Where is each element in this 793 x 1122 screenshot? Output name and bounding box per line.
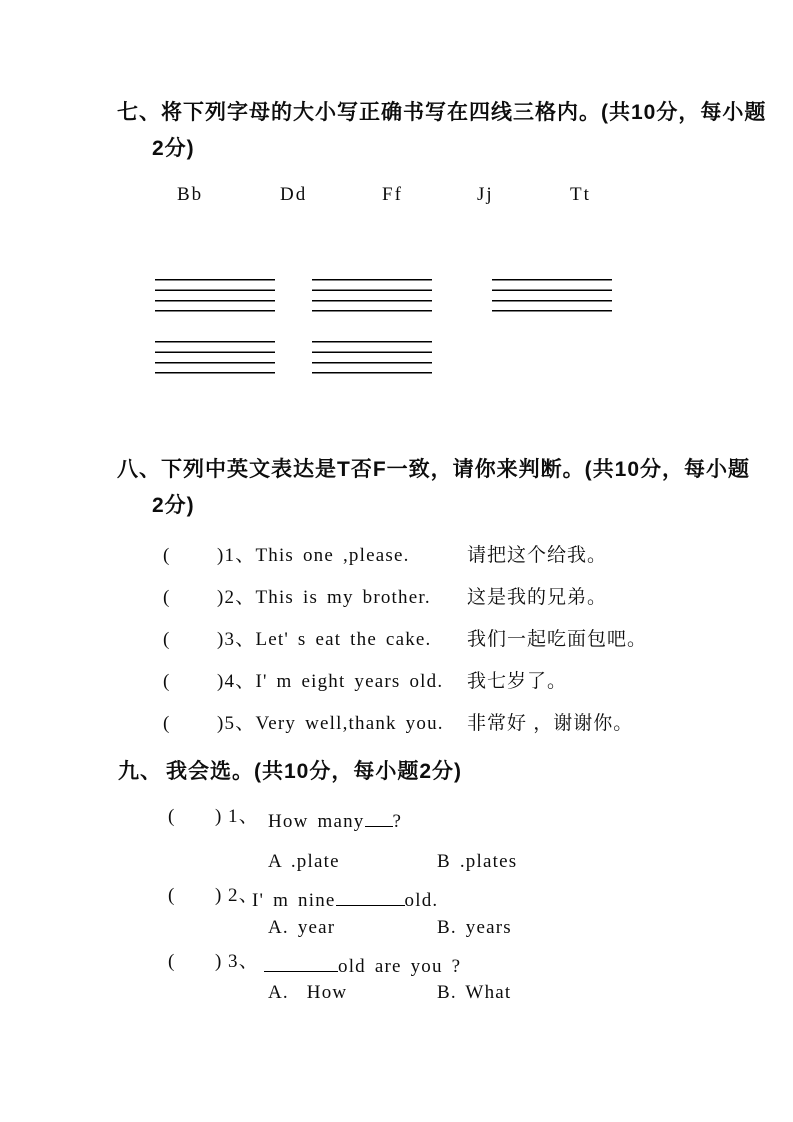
judge-row-1: [0, 545, 793, 567]
question-pre-text: How many: [268, 810, 365, 832]
choice-b: B. years: [437, 917, 512, 938]
writing-grid-row1-col3: [492, 279, 612, 312]
question-post-text: old are you ?: [338, 955, 462, 977]
question-pre-text: I' m nine: [252, 889, 336, 911]
chinese-translation: 请把这个给我。: [467, 545, 608, 566]
answer-paren-open: (: [163, 671, 171, 692]
question-post-text: old.: [404, 889, 439, 911]
english-sentence: [217, 671, 443, 693]
blank-underline: [365, 806, 393, 827]
answer-paren-open: (: [163, 713, 171, 734]
english-sentence: [217, 713, 444, 735]
choice-a: A. How: [268, 982, 348, 1003]
judge-row-2: [0, 587, 793, 609]
chinese-translation: 非常好 ，谢谢你。: [467, 713, 634, 734]
question-text: [264, 951, 461, 978]
choice-question-2: [0, 885, 793, 911]
question-number: 3、: [228, 951, 259, 972]
answer-paren-open: (: [168, 806, 176, 827]
answer-paren-open: (: [163, 587, 171, 608]
english-sentence: [217, 545, 410, 567]
letter-bb: Bb: [177, 184, 204, 205]
english-sentence: [217, 587, 431, 609]
answer-paren-open: (: [163, 629, 171, 650]
choice-b: B. What: [437, 982, 512, 1003]
question-post-text: ?: [392, 810, 403, 832]
section8-heading-line1: 八、下列中英文表达是T否F一致，请你来判断。(共10分，每小题: [117, 458, 751, 481]
letter-dd: Dd: [280, 184, 308, 205]
english-sentence: [217, 629, 431, 651]
judge-row-4: [0, 671, 793, 693]
answer-paren-open: (: [168, 951, 176, 972]
choices-row-3: [0, 982, 793, 1004]
section9-heading-text: 我会选。(共10分，每小题2分): [166, 760, 463, 783]
choices-row-1: [0, 851, 793, 873]
sentence-text: I' m eight years old.: [255, 671, 444, 692]
question-text: [268, 806, 402, 833]
choice-a: A. year: [268, 917, 336, 938]
answer-paren-close: ): [215, 885, 223, 906]
chinese-translation: 我们一起吃面包吧。: [467, 629, 648, 650]
chinese-translation: 我七岁了。: [467, 671, 568, 692]
answer-paren-open: (: [168, 885, 176, 906]
section7-heading-line1: 七、将下列字母的大小写正确书写在四线三格内。(共10分，每小题: [117, 101, 767, 124]
choice-a: A .plate: [268, 851, 340, 872]
section9-heading-number: 九、: [118, 760, 162, 783]
question-text: [252, 885, 438, 912]
item-number: )4、: [217, 671, 256, 692]
writing-grid-row1-col2: [312, 279, 432, 312]
section9-heading: [0, 760, 793, 786]
judge-row-3: [0, 629, 793, 651]
letter-ff: Ff: [382, 184, 403, 205]
sentence-text: Let' s eat the cake.: [255, 629, 432, 650]
section8-heading-line2: 2分): [152, 494, 195, 517]
sentence-text: This one ,please.: [255, 545, 410, 566]
item-number: )1、: [217, 545, 256, 566]
writing-grid-row1-col1: [155, 279, 275, 312]
item-number: )5、: [217, 713, 256, 734]
sentence-text: Very well,thank you.: [255, 713, 444, 734]
sentence-text: This is my brother.: [255, 587, 431, 608]
section7-heading-line2: 2分): [152, 137, 195, 160]
chinese-translation: 这是我的兄弟。: [467, 587, 608, 608]
question-number: 2、: [228, 885, 259, 906]
item-number: )2、: [217, 587, 256, 608]
choice-b: B .plates: [437, 851, 518, 872]
blank-underline: [264, 951, 338, 972]
item-number: )3、: [217, 629, 256, 650]
choice-question-1: [0, 806, 793, 832]
judge-row-5: [0, 713, 793, 735]
choices-row-2: [0, 917, 793, 939]
letters-row: [0, 184, 793, 208]
answer-paren-close: ): [215, 951, 223, 972]
letter-tt: Tt: [570, 184, 591, 205]
question-number: 1、: [228, 806, 259, 827]
answer-paren-close: ): [215, 806, 223, 827]
letter-jj: Jj: [477, 184, 494, 205]
writing-grid-row2-col2: [312, 341, 432, 374]
answer-paren-open: (: [163, 545, 171, 566]
blank-underline: [336, 885, 405, 906]
choice-question-3: [0, 951, 793, 977]
writing-grid-row2-col1: [155, 341, 275, 374]
